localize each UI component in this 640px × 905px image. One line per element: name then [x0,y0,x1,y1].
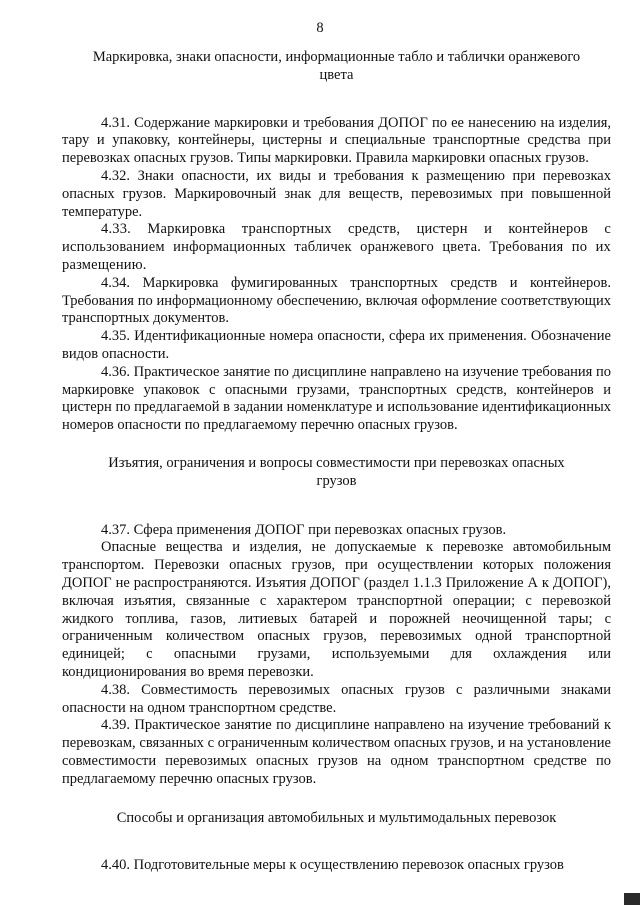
paragraph-4-40: 4.40. Подготовительные меры к осуществлению перевозок опасных грузов [101,857,564,874]
section-heading-transport-methods: Способы и организация автомобильных и мультимодальных перевозок [116,810,557,827]
paragraph-4-37: 4.37. Сфера применения ДОПОГ при перевозках опасных грузов. [101,521,507,538]
paragraph-4-33: 4.33. Маркировка транспортных средств, цистерн и контейнеров с использованием информационных табличек оранжевого цвета. Требования по их размещению. [62,221,611,273]
paragraph-4-38: 4.38. Совместимость перевозимых опасных грузов с различными знаками опасности на одном транспортном средстве. [62,681,611,716]
paragraph-4-32: 4.32. Знаки опасности, их виды и требования к размещению при перевозках опасных грузов. Маркировочный знак для веществ, перевозимых при повышенной температуре. [62,167,611,220]
section-heading-marking: Маркировка, знаки опасности, информационные табло и таблички оранжевого цвета [92,49,581,83]
document-body [62,49,611,875]
scan-edge-mark [624,893,640,905]
paragraph-dangerous-goods: Опасные вещества и изделия, не допускаемые к перевозке автомобильным транспортом. Перевозки опасных грузов, при осуществлении которых положения ДОПОГ не распространяются. Изъятия ДОПОГ (раздел 1.1.3 Приложение А к ДОПОГ), включая изъятия, связанные с характером транспортной операции; с перевозкой жидкого топлива, газов, литиевых батарей и порожней неочищенной тары; с ограниченным количеством опасных грузов, перевозимых одной транспортной единицей; с опасными грузами, используемыми для охлаждения или кондиционирования во время перевозки. [62,539,611,680]
paragraph-4-35: 4.35. Идентификационные номера опасности, сфера их применения. Обозначение видов опасности. [62,328,611,362]
paragraph-4-36: 4.36. Практическое занятие по дисциплине направлено на изучение требования по маркировке упаковок с опасными грузами, транспортных средств, контейнеров и цистерн по предлагаемой в задании номенклатуре и использование идентификационных номеров опасности по предлагаемому перечню опасных грузов. [62,363,611,434]
section-heading-exemptions: Изъятия, ограничения и вопросы совместимости при перевозках опасных грузов [108,454,565,489]
paragraph-4-31: 4.31. Содержание маркировки и требования ДОПОГ по ее нанесению на изделия, тару и упаковку, контейнеры, цистерны и специальные транспортные средства при перевозках опасных грузов. Типы маркировки. Правила маркировки опасных грузов. [62,114,611,167]
paragraph-4-39: 4.39. Практическое занятие по дисциплине направлено на изучение требований к перевозкам, связанных с ограниченным количеством опасных грузов, и на установление совместимости перевозимых опасных грузов на одном транспортном средстве по предлагаемому перечню опасных грузов. [62,717,611,787]
paragraph-4-34: 4.34. Маркировка фумигированных транспортных средств и контейнеров. Требования по информационному обеспечению, включая оформление соответствующих транспортных документов. [62,274,611,327]
page-number: 8 [316,20,324,36]
